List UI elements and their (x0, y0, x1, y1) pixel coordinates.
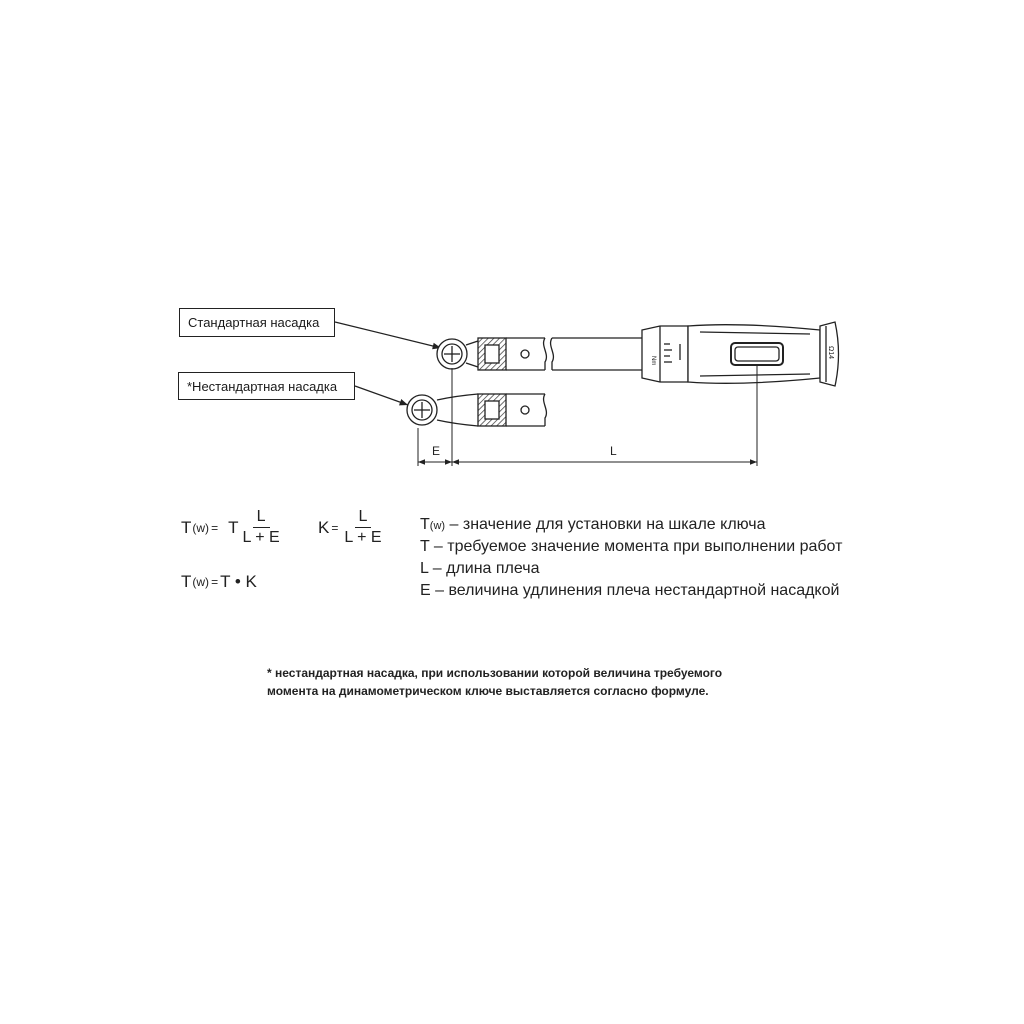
formula-tw-symbol: T (181, 518, 192, 537)
legend-subscript: (w) (429, 520, 446, 532)
formula-tw-product (181, 572, 257, 592)
legend-text: – значение для установки на шкале ключа (445, 516, 766, 533)
footnote-line-1: * нестандартная насадка, при использовании которой величина требуемого (267, 666, 723, 680)
legend-symbol: T (420, 516, 430, 533)
legend-text: – величина удлинения плеча нестандартной насадкой (430, 582, 840, 599)
footnote-line-2: момента на динамометрическом ключе выставляется согласно формуле. (267, 684, 709, 698)
formula-tw-subscript: (w) (192, 521, 210, 535)
nonstandard-wrench (407, 394, 546, 426)
legend-symbol: L (420, 560, 429, 577)
formula-tw2-equals: = (211, 575, 219, 589)
formula-k-fraction (344, 508, 381, 548)
formula-k (318, 508, 386, 548)
legend-line-t (420, 538, 842, 556)
legend-line-l (420, 560, 540, 578)
formula-tw2-subscript: (w) (192, 575, 210, 589)
footnote (267, 664, 722, 700)
legend-text: – требуемое значение момента при выполнении работ (429, 538, 843, 555)
callout-standard-label: Стандартная насадка (188, 315, 320, 330)
formula-tw-fraction-body (242, 508, 279, 548)
wrench-cap-marks: Ω14 (827, 346, 834, 360)
formula-tw-denominator: L + E (242, 529, 280, 546)
wrench-scale-marks: Nm (650, 356, 656, 366)
legend-symbol: E (420, 582, 431, 599)
formula-tw2-symbol: T (181, 572, 192, 591)
dimension-e-label: E (432, 444, 441, 458)
callout-nonstandard-label: *Нестандартная насадка (187, 378, 338, 394)
leader-standard-arrow (335, 322, 441, 348)
legend-line-e (420, 582, 839, 600)
formula-tw-t: T (228, 518, 239, 537)
formula-tw2-rhs: T • K (220, 572, 257, 591)
standard-wrench (437, 322, 839, 386)
leader-nonstandard-arrow (355, 386, 408, 405)
formula-k-denominator: L + E (344, 529, 382, 546)
legend-text: – длина плеча (428, 560, 540, 577)
formula-k-symbol: K (318, 518, 330, 537)
formula-k-numerator: L (355, 508, 372, 528)
formula-tw-equals: = (211, 521, 219, 535)
formula-tw-fraction (181, 508, 284, 548)
legend-line-tw (420, 516, 766, 534)
formula-k-equals: = (331, 521, 339, 535)
formula-tw-numerator: L (253, 508, 270, 528)
legend-symbol: T (420, 538, 430, 555)
dimension-l-label: L (610, 444, 617, 458)
